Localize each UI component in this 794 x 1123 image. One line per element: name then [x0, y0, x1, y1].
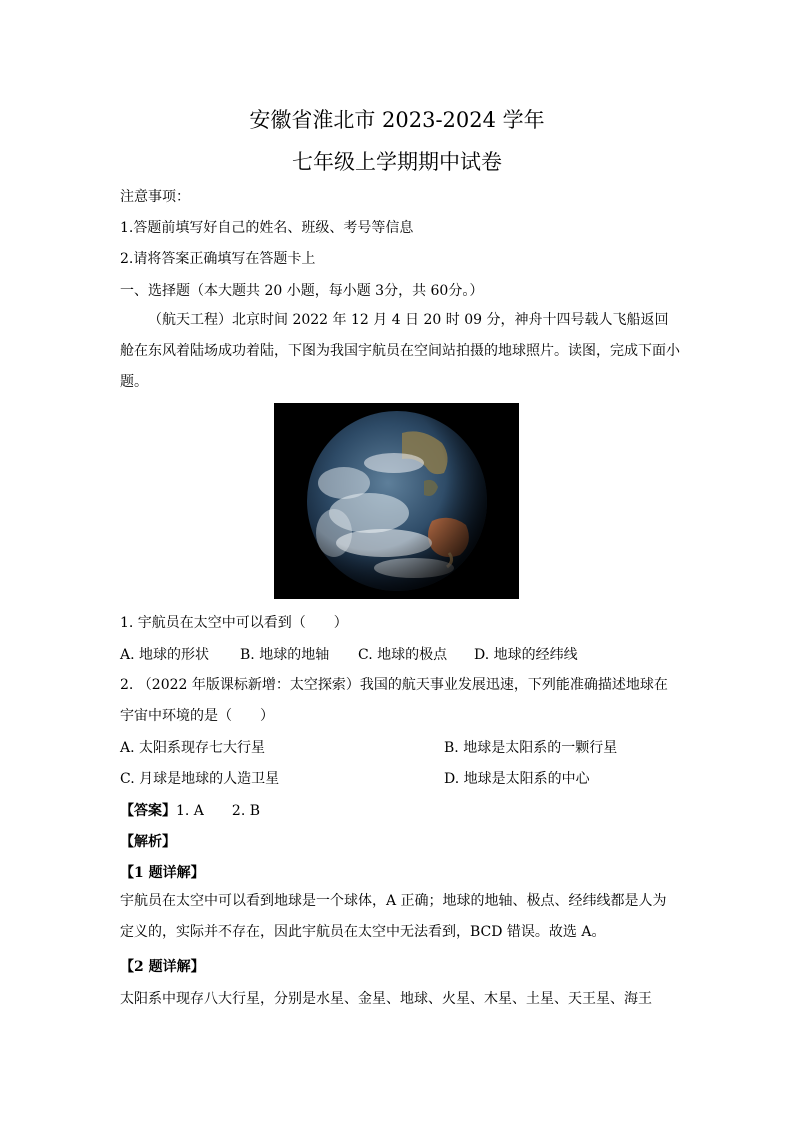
analysis-heading: 【解析】 — [120, 834, 176, 850]
detail2-heading: 【2 题详解】 — [120, 959, 205, 975]
exam-title-line2: 七年级上学期期中试卷 — [292, 150, 502, 174]
q1-option-c: C. 地球的极点 — [358, 647, 448, 663]
q2-option-b: B. 地球是太阳系的一颗行星 — [444, 740, 618, 756]
q1-option-a: A. 地球的形状 — [120, 647, 210, 663]
answer-label: 【答案】 — [120, 803, 176, 819]
exam-title-line1: 安徽省淮北市 2023-2024 学年 — [249, 108, 545, 132]
earth-photo — [274, 403, 519, 599]
q2-option-c: C. 月球是地球的人造卫星 — [120, 771, 280, 787]
q1-option-b: B. 地球的地轴 — [240, 647, 330, 663]
section-heading: 一、选择题（本大题共 20 小题，每小题 3分，共 60分。） — [120, 283, 484, 299]
answer-value: 1. A 2. B — [176, 803, 261, 819]
q2-stem: 2. （2022 年版课标新增：太空探索）我国的航天事业发展迅速，下列能准确描述地球在宇宙中环境的是（ ） — [120, 677, 668, 724]
notice-item-1: 1.答题前填写好自己的姓名、班级、考号等信息 — [120, 220, 414, 236]
q1-option-d: D. 地球的经纬线 — [474, 647, 578, 663]
detail1-heading: 【1 题详解】 — [120, 865, 205, 881]
answer-line — [120, 800, 680, 820]
notice-item-2: 2.请将答案正确填写在答题卡上 — [120, 251, 316, 267]
notice-heading: 注意事项： — [120, 189, 190, 205]
detail2-text: 太阳系中现存八大行星，分别是水星、金星、地球、火星、木星、土星、天王星、海王 — [120, 991, 652, 1007]
q2-option-d: D. 地球是太阳系的中心 — [444, 771, 590, 787]
passage-text: （航天工程）北京时间 2022 年 12 月 4 日 20 时 09 分，神舟十四号载人飞船返回舱在东风着陆场成功着陆，下图为我国宇航员在空间站拍摄的地球照片。读图，完成下面小题。 — [120, 312, 680, 390]
q2-option-a: A. 太阳系现存七大行星 — [120, 740, 266, 756]
q1-stem: 1. 宇航员在太空中可以看到（ ） — [120, 615, 348, 631]
detail1-text: 宇航员在太空中可以看到地球是一个球体，A 正确；地球的地轴、极点、经纬线都是人为定义的，实际并不存在，因此宇航员在太空中无法看到，BCD 错误。故选 A。 — [120, 893, 667, 940]
